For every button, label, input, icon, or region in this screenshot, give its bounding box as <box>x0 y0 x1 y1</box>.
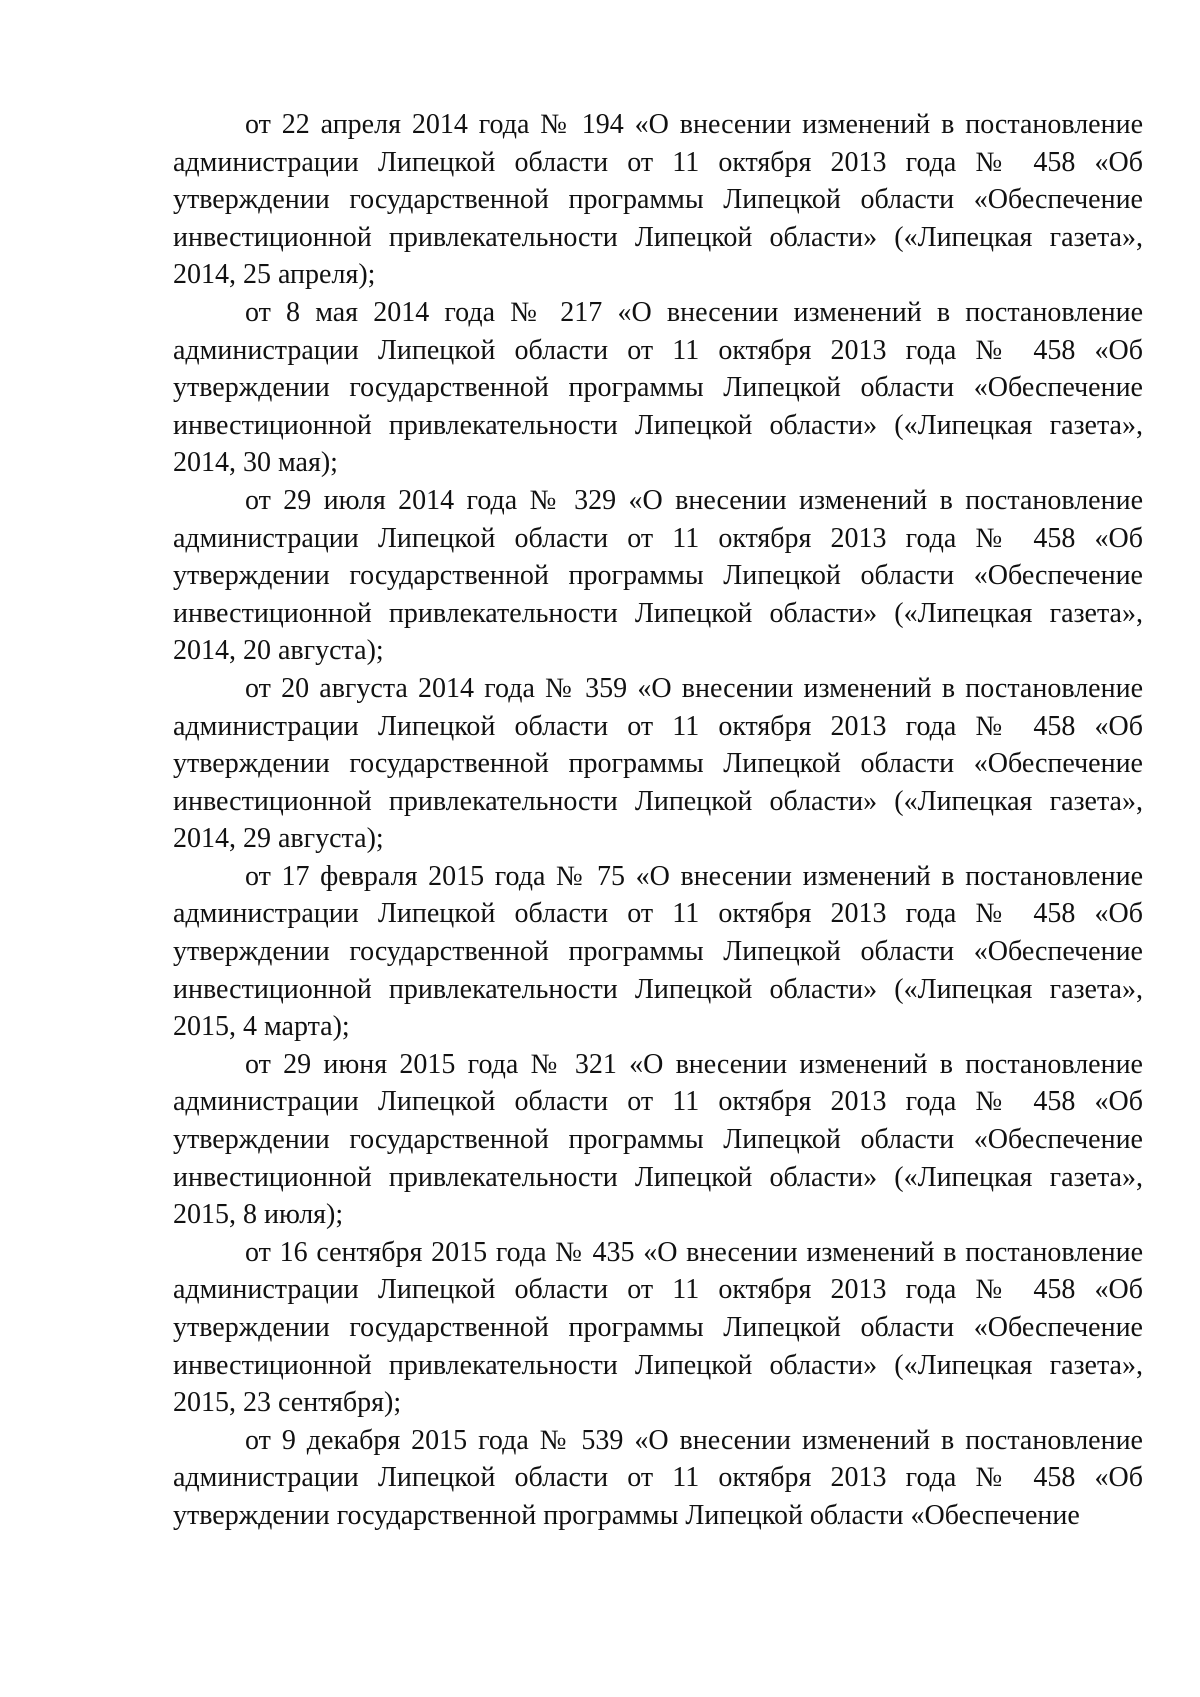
paragraph-amendment-217: от 8 мая 2014 года № 217 «О внесении изменений в постановление администрации Липецкой области от 11 октября 2013 года № 458 «Об утверждении государственной программы Липецкой области «Обеспечение инвестиционной привлекательности Липецкой области» («Липецкая газета», 2014, 30 мая); <box>173 296 1143 479</box>
paragraph-amendment-75: от 17 февраля 2015 года № 75 «О внесении изменений в постановление администрации Липецкой области от 11 октября 2013 года № 458 «Об утверждении государственной программы Липецкой области «Обеспечение инвестиционной привлекательности Липецкой области» («Липецкая газета», 2015, 4 марта); <box>173 860 1143 1043</box>
paragraph-amendment-321: от 29 июня 2015 года № 321 «О внесении изменений в постановление администрации Липецкой области от 11 октября 2013 года № 458 «Об утверждении государственной программы Липецкой области «Обеспечение инвестиционной привлекательности Липецкой области» («Липецкая газета», 2015, 8 июля); <box>173 1048 1143 1231</box>
paragraph-amendment-539: от 9 декабря 2015 года № 539 «О внесении изменений в постановление администрации Липецкой области от 11 октября 2013 года № 458 «Об утверждении государственной программы Липецкой области «Обеспечение <box>173 1424 1143 1531</box>
paragraph-amendment-329: от 29 июля 2014 года № 329 «О внесении изменений в постановление администрации Липецкой области от 11 октября 2013 года № 458 «Об утверждении государственной программы Липецкой области «Обеспечение инвестиционной привлекательности Липецкой области» («Липецкая газета», 2014, 20 августа); <box>173 484 1143 667</box>
paragraph-amendment-194: от 22 апреля 2014 года № 194 «О внесении изменений в постановление администрации Липецкой области от 11 октября 2013 года № 458 «Об утверждении государственной программы Липецкой области «Обеспечение инвестиционной привлекательности Липецкой области» («Липецкая газета», 2014, 25 апреля); <box>173 109 1143 291</box>
document-page <box>173 106 1143 1535</box>
paragraph-amendment-359: от 20 августа 2014 года № 359 «О внесении изменений в постановление администрации Липецкой области от 11 октября 2013 года № 458 «Об утверждении государственной программы Липецкой области «Обеспечение инвестиционной привлекательности Липецкой области» («Липецкая газета», 2014, 29 августа); <box>173 672 1143 855</box>
paragraph-amendment-435: от 16 сентября 2015 года № 435 «О внесении изменений в постановление администрации Липецкой области от 11 октября 2013 года № 458 «Об утверждении государственной программы Липецкой области «Обеспечение инвестиционной привлекательности Липецкой области» («Липецкая газета», 2015, 23 сентября); <box>173 1236 1143 1419</box>
